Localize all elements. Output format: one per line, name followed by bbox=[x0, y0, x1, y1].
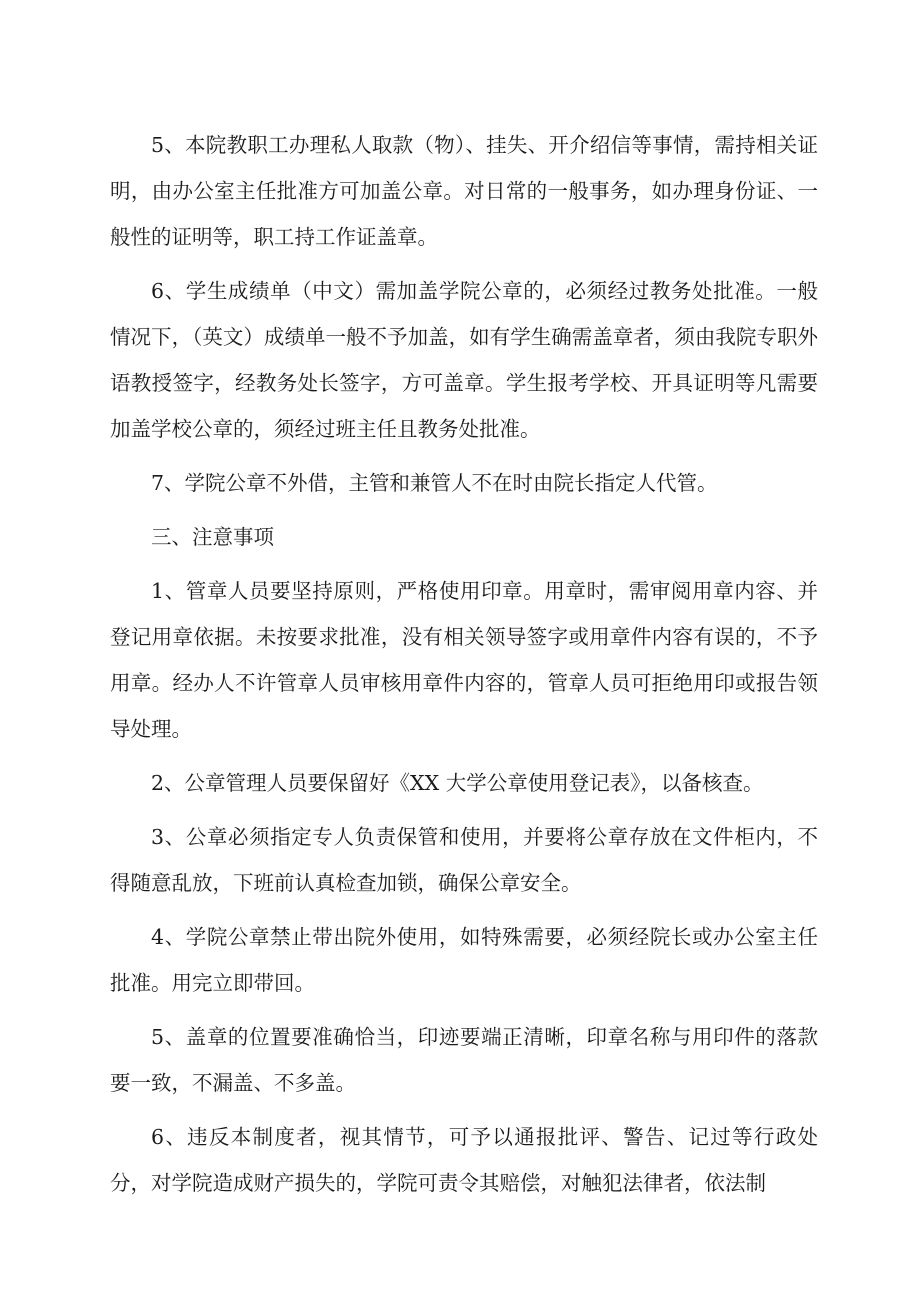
paragraph-item-7-no-lending: 7、学院公章不外借，主管和兼管人不在时由院长指定人代管。 bbox=[151, 471, 718, 495]
paragraph-note-1: 1、管章人员要坚持原则，严格使用印章。用章时，需审阅用章内容、并登记用章依据。未按要求批准，没有相关领导签字或用章件内容有误的，不予用章。经办人不许管章人员审核用章件内容的，管章人员可拒绝用印或报告领导处理。 bbox=[110, 579, 818, 741]
paragraph-note-4: 4、学院公章禁止带出院外使用，如特殊需要，必须经院长或办公室主任批准。用完立即带回。 bbox=[110, 925, 818, 995]
paragraph-note-5: 5、盖章的位置要准确恰当，印迹要端正清晰，印章名称与用印件的落款要一致，不漏盖、不多盖。 bbox=[110, 1025, 818, 1095]
section-heading-notes: 三、注意事项 bbox=[151, 525, 274, 549]
paragraph-note-2: 2、公章管理人员要保留好《XX 大学公章使用登记表》，以备核查。 bbox=[151, 771, 764, 795]
paragraph-item-6-transcripts: 6、学生成绩单（中文）需加盖学院公章的，必须经过教务处批准。一般情况下，（英文）成绩单一般不予加盖，如有学生确需盖章者，须由我院专职外语教授签字，经教务处长签字，方可盖章。学生报考学校、开具证明等凡需要加盖学校公章的，须经过班主任且教务处批准。 bbox=[110, 279, 818, 441]
paragraph-item-5-personal-affairs: 5、本院教职工办理私人取款（物）、挂失、开介绍信等事情，需持相关证明，由办公室主任批准方可加盖公章。对日常的一般事务，如办理身份证、一般性的证明等，职工持工作证盖章。 bbox=[110, 133, 818, 249]
paragraph-note-3: 3、公章必须指定专人负责保管和使用，并要将公章存放在文件柜内，不得随意乱放，下班前认真检查加锁，确保公章安全。 bbox=[110, 825, 818, 895]
document-body bbox=[110, 122, 818, 1214]
paragraph-note-6: 6、违反本制度者，视其情节，可予以通报批评、警告、记过等行政处分，对学院造成财产损失的，学院可责令其赔偿，对触犯法律者，依法制 bbox=[110, 1125, 818, 1195]
